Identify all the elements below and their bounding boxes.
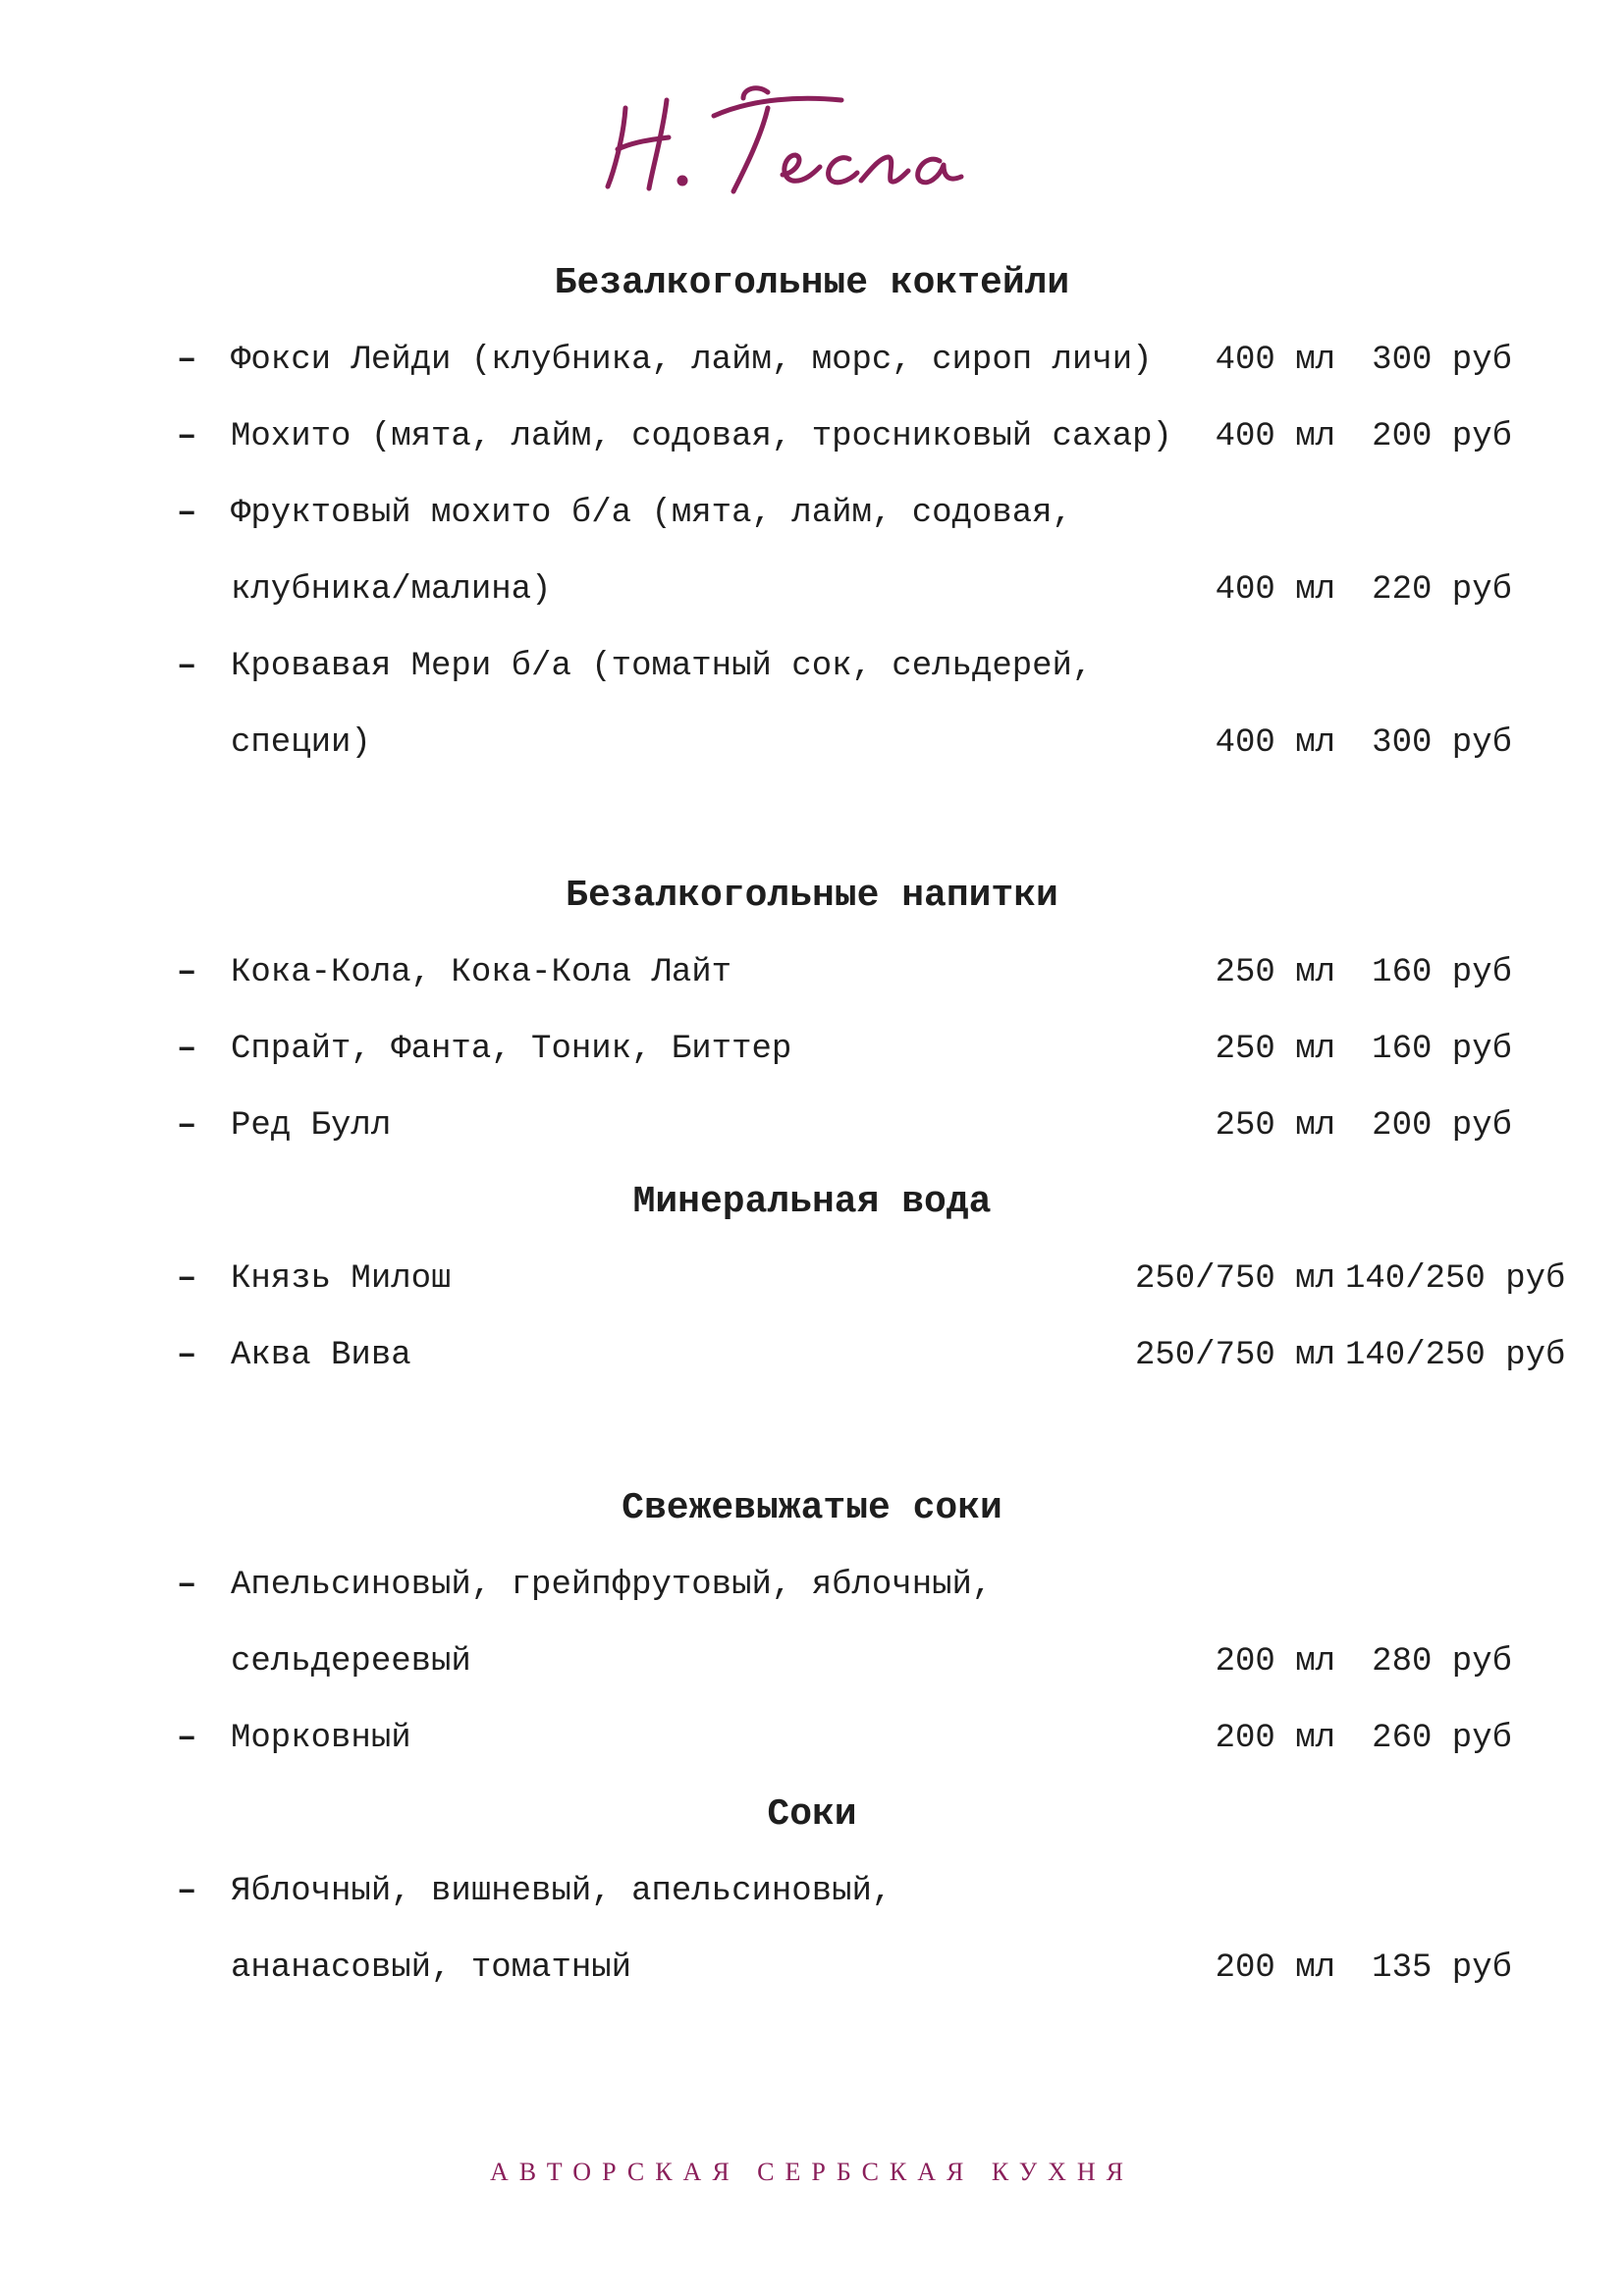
menu-item-row [177, 552, 1512, 628]
bullet-dash: – [177, 648, 197, 685]
signature-logo [596, 79, 1028, 206]
item-volume: 200 мл [1215, 1643, 1335, 1681]
item-price: 160 руб [1372, 1031, 1512, 1068]
item-price: 300 руб [1372, 342, 1512, 379]
bullet-dash: – [177, 1873, 197, 1910]
item-price: 140/250 руб [1345, 1260, 1566, 1298]
item-name: Фруктовый мохито б/а (мята, лайм, содовая, [231, 495, 1072, 532]
item-name: Мохито (мята, лайм, содовая, тросниковый сахар) [231, 418, 1172, 455]
item-volume: 250 мл [1215, 954, 1335, 991]
section-title: Минеральная вода [632, 1181, 992, 1223]
item-name: Аква Вива [231, 1337, 411, 1374]
menu-item-row [177, 1241, 1566, 1317]
item-name: Яблочный, вишневый, апельсиновый, [231, 1873, 893, 1910]
menu-item-row [177, 628, 1512, 705]
item-volume: 400 мл [1215, 724, 1335, 762]
item-price: 220 руб [1372, 571, 1512, 609]
bullet-dash: – [177, 418, 197, 455]
logo [0, 69, 1624, 216]
item-volume: 400 мл [1215, 418, 1335, 455]
bullet-dash: – [177, 1720, 197, 1757]
section-title: Безалкогольные напитки [566, 875, 1058, 917]
item-name: Спрайт, Фанта, Тоник, Биттер [231, 1031, 792, 1068]
footer-tagline: АВТОРСКАЯ СЕРБСКАЯ КУХНЯ [489, 2158, 1135, 2186]
item-name: Фокси Лейди (клубника, лайм, морс, сироп личи) [231, 342, 1153, 379]
bullet-dash: – [177, 1567, 197, 1604]
item-volume: 250/750 мл [1134, 1337, 1335, 1374]
item-name: клубника/малина) [231, 571, 552, 609]
item-name: Кока-Кола, Кока-Кола Лайт [231, 954, 732, 991]
menu-item-row [177, 705, 1512, 781]
item-name: Ред Булл [231, 1107, 392, 1145]
menu-item-row [177, 1317, 1566, 1394]
menu-item-row [177, 1088, 1512, 1164]
section-gap [177, 781, 1512, 858]
bullet-dash: – [177, 1031, 197, 1068]
section-title: Соки [767, 1793, 857, 1836]
item-volume: 400 мл [1215, 342, 1335, 379]
menu-item-row [177, 1700, 1512, 1777]
item-price: 140/250 руб [1345, 1337, 1566, 1374]
menu-item-row [177, 1624, 1512, 1700]
bullet-dash: – [177, 1260, 197, 1298]
section-title: Безалкогольные коктейли [554, 262, 1070, 304]
item-price: 200 руб [1372, 1107, 1512, 1145]
item-price: 300 руб [1372, 724, 1512, 762]
item-volume: 250 мл [1215, 1031, 1335, 1068]
item-price: 160 руб [1372, 954, 1512, 991]
item-price: 280 руб [1372, 1643, 1512, 1681]
bullet-dash: – [177, 495, 197, 532]
bullet-dash: – [177, 954, 197, 991]
item-price: 200 руб [1372, 418, 1512, 455]
item-name: сельдереевый [231, 1643, 471, 1681]
item-price: 260 руб [1372, 1720, 1512, 1757]
item-volume: 200 мл [1215, 1949, 1335, 1987]
item-name: специи) [231, 724, 371, 762]
item-name: Кровавая Мери б/а (томатный сок, сельдерей, [231, 648, 1093, 685]
menu-item-row [177, 322, 1512, 399]
menu-item-row [177, 1547, 1512, 1624]
bullet-dash: – [177, 1107, 197, 1145]
section-title: Свежевыжатые соки [622, 1487, 1002, 1529]
item-volume: 200 мл [1215, 1720, 1335, 1757]
section-gap [177, 1394, 1512, 1470]
menu-content [177, 245, 1566, 2006]
menu-item-row [177, 1930, 1512, 2006]
item-volume: 250 мл [1215, 1107, 1335, 1145]
menu-item-row [177, 934, 1512, 1011]
item-name: ананасовый, томатный [231, 1949, 632, 1987]
item-volume: 400 мл [1215, 571, 1335, 609]
menu-item-row [177, 1011, 1512, 1088]
item-name: Князь Милош [231, 1260, 452, 1298]
menu-item-row [177, 475, 1512, 552]
bullet-dash: – [177, 342, 197, 379]
item-price: 135 руб [1372, 1949, 1512, 1987]
menu-item-row [177, 1853, 1512, 1930]
item-volume: 250/750 мл [1134, 1260, 1335, 1298]
bullet-dash: – [177, 1337, 197, 1374]
item-name: Морковный [231, 1720, 411, 1757]
menu-item-row [177, 399, 1512, 475]
item-name: Апельсиновый, грейпфрутовый, яблочный, [231, 1567, 993, 1604]
